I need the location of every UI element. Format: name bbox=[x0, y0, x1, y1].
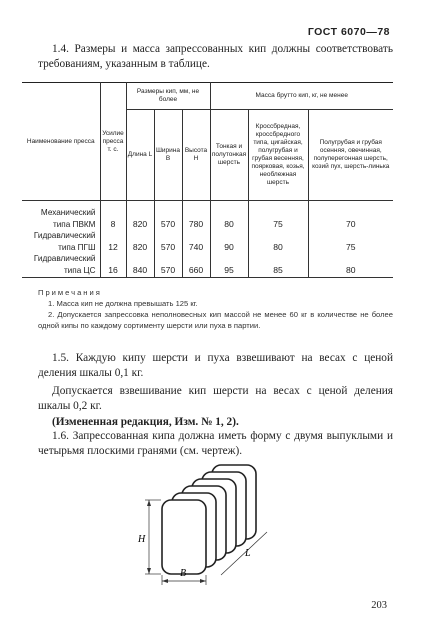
bale-drawing bbox=[135, 462, 285, 587]
page-number: 203 bbox=[371, 600, 387, 611]
cell-height: 780 bbox=[182, 201, 210, 231]
col-header-width: Ширина B bbox=[154, 110, 182, 201]
label-width: B bbox=[180, 568, 187, 579]
bale-layer-1 bbox=[162, 500, 206, 574]
cell-semicoarse-wool: 80 bbox=[308, 253, 393, 277]
bale-size-table bbox=[22, 82, 393, 278]
cell-force: 12 bbox=[100, 230, 126, 253]
cell-length: 820 bbox=[126, 230, 154, 253]
cell-height: 740 bbox=[182, 230, 210, 253]
cell-semicoarse-wool: 70 bbox=[308, 201, 393, 231]
label-height: H bbox=[138, 534, 146, 545]
col-header-force: Усилие пресса т. с. bbox=[100, 83, 126, 201]
document-header: ГОСТ 6070—78 bbox=[307, 26, 390, 38]
cell-length: 820 bbox=[126, 201, 154, 231]
cell-crossbred-wool: 80 bbox=[248, 230, 308, 253]
cell-fine-wool: 95 bbox=[210, 253, 248, 277]
cell-crossbred-wool: 85 bbox=[248, 253, 308, 277]
cell-width: 570 bbox=[154, 230, 182, 253]
cell-semicoarse-wool: 75 bbox=[308, 230, 393, 253]
cell-force: 16 bbox=[100, 253, 126, 277]
col-header-height: Высота H bbox=[182, 110, 210, 201]
cell-width: 570 bbox=[154, 201, 182, 231]
cell-fine-wool: 80 bbox=[210, 201, 248, 231]
cell-height: 660 bbox=[182, 253, 210, 277]
cell-crossbred-wool: 75 bbox=[248, 201, 308, 231]
paragraph-1-5b: Допускается взвешивание кип шерсти на весах с ценой деления шкалы 0,2 кг. bbox=[38, 385, 393, 412]
paragraph-1-5a: 1.5. Каждую кипу шерсти и пуха взвешивают на весах с ценой деления шкалы 0,1 кг. bbox=[38, 352, 393, 379]
paragraph-1-6: 1.6. Запрессованная кипа должна иметь форму с двумя выпуклыми и четырьмя плоскими гранями (см. чертеж). bbox=[38, 430, 393, 457]
col-header-semicoarse-wool: Полугрубая и грубая осенняя, овечинная, полуперегонная шерсть, козий пух, шерсть-линька bbox=[308, 110, 393, 201]
col-header-length: Длина L bbox=[126, 110, 154, 201]
cell-force: 8 bbox=[100, 201, 126, 231]
note-1: 1. Масса кип не должна превышать 125 кг. bbox=[48, 299, 198, 308]
cell-press-name: Гидравлический типа ЦС bbox=[22, 253, 100, 277]
cell-width: 570 bbox=[154, 253, 182, 277]
label-length: L bbox=[245, 548, 251, 559]
cell-press-name: Гидравлический типа ПГШ bbox=[33, 231, 96, 252]
col-header-fine-wool: Тонкая и полутонкая шерсть bbox=[210, 110, 248, 201]
table-row bbox=[22, 230, 393, 253]
paragraph-1-4: 1.4. Размеры и масса запрессованных кип должны соответствовать требованиям, указанным в таблице. bbox=[38, 43, 393, 70]
note-2: 2. Допускается запрессовка неполновесных кип массой не менее 60 кг в количестве не более одной кипы по каждому сортименту шерсти или пуха в партии. bbox=[38, 310, 393, 330]
table-row bbox=[22, 253, 393, 277]
col-header-mass: Масса брутто кип, кг, не менее bbox=[210, 83, 393, 110]
col-header-sizes: Размеры кип, мм, не более bbox=[126, 83, 210, 110]
col-header-crossbred-wool: Кроссбредная, кроссбредного типа, цигайская, полугрубая и грубая весенняя, поярковая, козья, необлежная шерсть bbox=[248, 110, 308, 201]
cell-fine-wool: 90 bbox=[210, 230, 248, 253]
cell-length: 840 bbox=[126, 253, 154, 277]
col-header-press-name: Наименование пресса bbox=[22, 83, 100, 201]
notes-title: Примечания bbox=[38, 288, 102, 297]
table-row bbox=[22, 201, 393, 231]
amendment-note: (Измененная редакция, Изм. № 1, 2). bbox=[52, 416, 239, 428]
cell-press-name: Механический типа ПВКМ bbox=[40, 208, 96, 229]
